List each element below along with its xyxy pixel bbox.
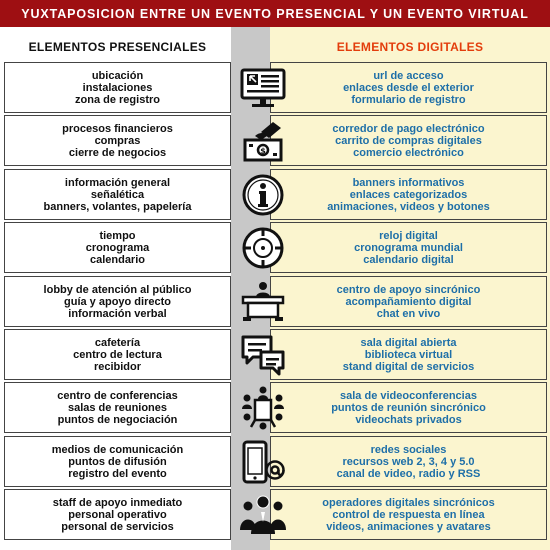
presencial-line: banners, volantes, papelería	[43, 200, 192, 213]
presencial-line: calendario	[89, 253, 145, 266]
table-row	[0, 329, 550, 382]
digital-line: banners informativos	[352, 176, 465, 189]
table-row	[0, 62, 550, 115]
computer-screen-icon	[235, 63, 290, 112]
digital-cell	[270, 62, 547, 113]
presencial-cell	[4, 222, 231, 273]
mobile-at-icon	[235, 437, 290, 486]
table-row	[0, 276, 550, 329]
presencial-line: compras	[94, 134, 141, 147]
presencial-line: centro de lectura	[73, 348, 162, 361]
info-icon	[235, 170, 290, 219]
digital-line: puntos de reunión sincrónico	[331, 401, 486, 414]
digital-line: acompañamiento digital	[345, 295, 472, 308]
digital-line: enlaces categorizados	[349, 188, 468, 201]
presencial-line: personal operativo	[68, 508, 167, 521]
digital-line: stand digital de servicios	[342, 360, 475, 373]
digital-line: videochats privados	[355, 413, 462, 426]
presencial-line: recibidor	[93, 360, 142, 373]
digital-line: cronograma mundial	[354, 241, 463, 254]
digital-line: sala digital abierta	[360, 336, 457, 349]
table-row	[0, 169, 550, 222]
digital-cell	[270, 169, 547, 220]
digital-line: formulario de registro	[351, 93, 466, 106]
digital-line: recursos web 2, 3, 4 y 5.0	[342, 455, 475, 468]
table-row	[0, 222, 550, 275]
digital-line: corredor de pago electrónico	[332, 122, 485, 135]
payment-icon	[235, 116, 290, 165]
digital-line: chat en vivo	[376, 307, 441, 320]
svg-text:$: $	[259, 146, 266, 155]
meeting-icon	[235, 383, 290, 432]
digital-cell	[270, 115, 547, 166]
digital-line: comercio electrónico	[353, 146, 464, 159]
table-row	[0, 489, 550, 542]
presencial-line: centro de conferencias	[57, 389, 178, 402]
digital-line: redes sociales	[370, 443, 447, 456]
digital-line: canal de video, radio y RSS	[336, 467, 481, 480]
presencial-line: cafetería	[94, 336, 141, 349]
presencial-cell	[4, 169, 231, 220]
digital-cell	[270, 436, 547, 487]
digital-cell	[270, 382, 547, 433]
table-row	[0, 436, 550, 489]
presencial-line: información general	[64, 176, 171, 189]
digital-line: carrito de compras digitales	[335, 134, 482, 147]
presencial-line: información verbal	[68, 307, 167, 320]
presencial-line: staff de apoyo inmediato	[52, 496, 183, 509]
presencial-line: cierre de negocios	[68, 146, 167, 159]
presencial-line: tiempo	[99, 229, 136, 242]
presencial-line: puntos de difusión	[68, 455, 167, 468]
presencial-line: guía y apoyo directo	[64, 295, 171, 308]
presencial-line: procesos financieros	[62, 122, 173, 135]
presencial-line: medios de comunicación	[51, 443, 184, 456]
presencial-line: zona de registro	[75, 93, 160, 106]
digital-line: biblioteca virtual	[364, 348, 453, 361]
presencial-line: ubicación	[91, 69, 144, 82]
header-presencial: ELEMENTOS PRESENCIALES	[28, 40, 207, 54]
title-banner	[0, 0, 550, 27]
presencial-cell	[4, 115, 231, 166]
table-row	[0, 115, 550, 168]
digital-line: control de respuesta en línea	[332, 508, 485, 521]
presencial-line: lobby de atención al público	[43, 283, 192, 296]
digital-line: operadores digitales sincrónicos	[322, 496, 495, 509]
page-title: YUXTAPOSICION ENTRE UN EVENTO PRESENCIAL Y UN EVENTO VIRTUAL	[21, 6, 529, 21]
digital-line: sala de videoconferencias	[340, 389, 477, 402]
digital-line: centro de apoyo sincrónico	[336, 283, 481, 296]
table-row	[0, 382, 550, 435]
digital-line: reloj digital	[379, 229, 438, 242]
presencial-line: instalaciones	[82, 81, 153, 94]
digital-line: calendario digital	[363, 253, 454, 266]
presencial-line: señalética	[90, 188, 145, 201]
presencial-line: registro del evento	[68, 467, 167, 480]
staff-icon	[235, 490, 290, 539]
digital-cell	[270, 489, 547, 540]
digital-line: animaciones, videos y botones	[327, 200, 490, 213]
digital-line: videos, animaciones y avatares	[326, 520, 491, 533]
digital-line: url de acceso	[373, 69, 444, 82]
digital-cell	[270, 329, 547, 380]
clock-icon	[235, 223, 290, 272]
presencial-cell	[4, 329, 231, 380]
presencial-cell	[4, 436, 231, 487]
header-digital: ELEMENTOS DIGITALES	[336, 40, 484, 54]
presencial-line: cronograma	[85, 241, 150, 254]
presencial-cell	[4, 382, 231, 433]
presencial-line: salas de reuniones	[67, 401, 168, 414]
digital-cell	[270, 276, 547, 327]
presencial-cell	[4, 489, 231, 540]
digital-cell	[270, 222, 547, 273]
digital-line: enlaces desde el exterior	[343, 81, 474, 94]
presencial-line: personal de servicios	[61, 520, 174, 533]
presencial-cell	[4, 276, 231, 327]
reception-desk-icon	[235, 277, 290, 326]
presencial-line: puntos de negociación	[57, 413, 178, 426]
chat-bubbles-icon	[235, 330, 290, 379]
presencial-cell	[4, 62, 231, 113]
